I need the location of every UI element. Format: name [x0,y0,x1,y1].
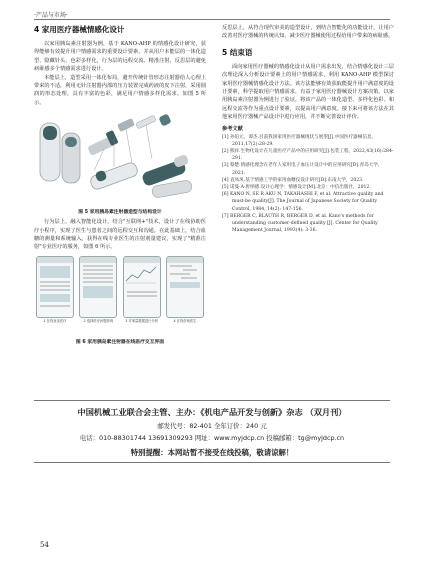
phone-screen-label: 2 选择医疗问题咨询 [83,318,114,323]
journal-publisher-line: 中国机械工业联合会主管、主办：《机电产品开发与创新》杂志 （双月刊） [77,407,347,417]
section-4-title: 4 家用医疗器械情感化设计 [34,25,125,34]
page-number: 54 [40,541,49,549]
reference-item: [5] 诺曼·A·唐纳德.设计心理学：情感设计[M].北京：中信出版社，2012. [222,185,371,191]
figure-5-caption: 图 5 家用胰岛素注射器造型与结构设计 [78,210,162,216]
paragraph-1: 以家用胰岛素注射器为例，基于 KANO-AHP 的情感化设计研究，获得能够有效提升用户情感需求的重要设计要素，并从用户本能层的一体化造型、隐藏针头、色彩多样化，行为层的远程交流、精准注射，反思层的避免病耻感多个情感需求进行设计。 [34,41,206,73]
section-5-title: 5 结束语 [222,47,253,57]
reference-item: [1] 孙伯元，谭杰.目前我国家用医疗器械现状与展望[J].中国医疗器械信息，2011,17(2):28-29. [222,134,377,147]
phone-screen-label: 3 对剂量数据进行分析 [125,318,159,323]
phone-mockup [79,256,117,318]
phone-screens-row [34,256,206,323]
references-title: 参考文献 [222,125,243,132]
phone-screen [123,256,161,323]
phone-screen [166,256,204,323]
reference-item: [6] KANO N, SE R AKU N, TAKAHASHI F, et al. Attractive quality and must-be quality[J]. The Journal of Japanese Society for Quality Control, 1984, 14(2): 147-156. [222,192,384,212]
reference-item: [2] 熊祥.生物化设计在儿童医疗产品中的应用研究[J].包装工程，2022,43(16):284-291. [222,149,394,162]
contact-line: 电话：010-88301744 13691309293 网址：www.myjdcp.cn 投稿邮箱：tg@myjdcp.cn [79,434,345,442]
paragraph-5: 面向家用医疗器械的情感化设计从用户需求出发，结合情感化设计三层次理论深入分析设计要素上的用户情感需求，利用 KANO-AHP 模型探讨家用医疗器械情感化设计方法。该方法能够有效获取能提升用户满意度的设计要素，科学提取用户情感需求，有益于家用医疗器械设计方案决策。以家用胰岛素注射器为例进行了验证，将该产品的一体化造型、多样化色彩、和远程交流等作为重点设计要素，以提高用户满意度。接下来可将该方法在其他家用医疗器械产品设计中进行应用，并不断完善设计评价。 [222,63,394,121]
reference-item: [7] BERGER C, BLAUTH R, BERGER D, et al. Kano's methods for understanding customer-defined quality [J]. Center for Quality Management Journal, 1993(4): 3-36. [222,213,378,234]
figure-6-app-screens [34,256,206,336]
dose-chart-icon [124,263,158,285]
phone-mockup [166,256,204,318]
paragraph-4: 反思层上，从符合现代审美的造型设计，到结合智能化的功能设计，让用户改善对医疗器械的传统认知，减少医疗器械使用过程给用户带来的病耻感。 [222,25,394,40]
phone-mockup [36,256,74,318]
phone-mockup [123,256,161,318]
left-column [34,24,206,348]
banner-bottom-rule [34,462,390,463]
running-header: ·产品与市场· [34,12,68,19]
banner-top-rule [34,400,390,401]
phone-screen [36,256,74,323]
reference-item: [4] 袁凤凤.基于情感工学的家用血糖仪设计研究[D].东南大学，2023. [222,177,364,183]
paragraph-2: 本能层上，造型采用一体化布局，避开传统针管形态注射器给人心理上带来的不适，利用无针注射器内部的压力装置完成药液的皮下注射，采用圆润的形态处理，具有丰富的色彩，满足用户情感多样化需求，如图 5 所示。 [34,74,206,106]
phone-screen-label: 1 在线登录医疗 [43,318,67,323]
right-column [222,24,394,235]
phone-screen [79,256,117,323]
reference-item: [3] 蔡楚.情感化理念在老年人家用电子血压计设计中的应用研究[D].青岛大学，2021. [222,163,383,176]
paragraph-3: 行为层上，融入智能化设计，结合"互联网+"技术，设计了在线协助医疗小程序，实现了医生与患者之间的远程交互和沟通。在此基础上，结合血糖的测量和系统输入，获得在线专业医生的注射剂量建议，实现了"精准注射"专业医疗的服务，如图 6 所示。 [34,219,206,251]
postal-price-line: 邮发代号：82-401 全年订价：240 元 [157,422,267,430]
insulin-injector-render [34,111,206,206]
phone-screen-label: 4 在线咨询医生 [173,318,197,323]
header-rule [34,19,390,20]
figure-5-device-illustration [34,111,206,206]
figure-6-caption: 图 6 家用胰岛素注射器在线医疗交互界面 [75,339,165,345]
special-notice: 特别提醒：本网站暂不接受在线投稿，敬请谅解！ [130,448,294,457]
